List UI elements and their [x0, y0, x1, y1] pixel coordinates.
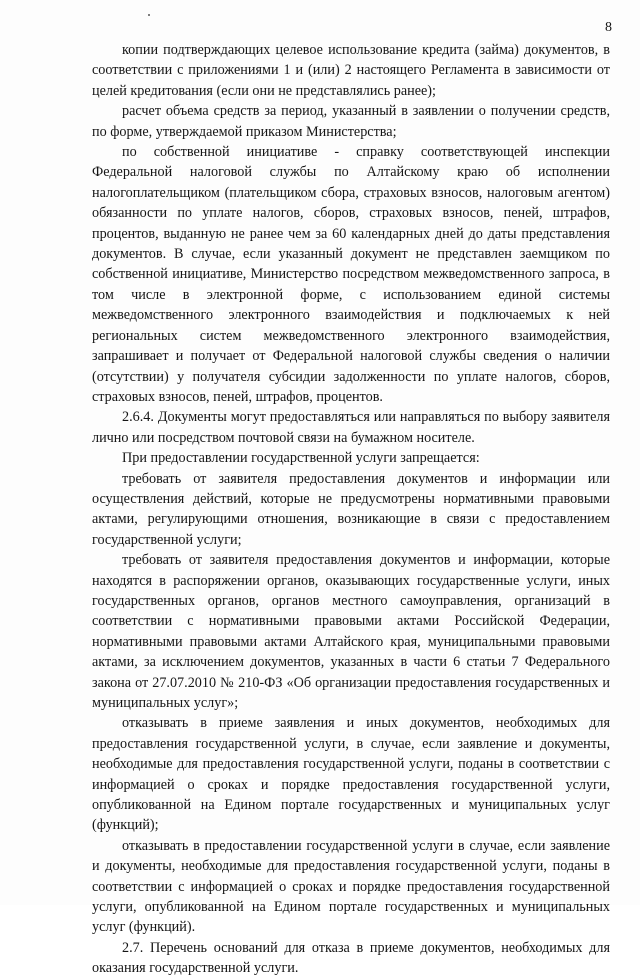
page-number: 8: [605, 20, 612, 35]
paragraph-2-7: 2.7. Перечень оснований для отказа в приеме документов, необходимых для оказания государственной услуги.: [92, 939, 610, 977]
paragraph-prohibition-2: требовать от заявителя предоставления документов и информации, которые находятся в распоряжении органов, оказывающих государственные услуги, иных государственных органов, органов местного самоуправления, организаций в соответствии с нормативными правовыми актами Российской Федерации, нормативными правовыми актами Алтайского края, муниципальными правовыми актами, за исключением документов, указанных в части 6 статьи 7 Федерального закона от 27.07.2010 № 210-ФЗ «Об организации предоставления государственных и муниципальных услуг»;: [92, 552, 610, 711]
paragraph-2-6-4: 2.6.4. Документы могут предоставляться или направляться по выбору заявителя лично или посредством почтовой связи на бумажном носителе.: [92, 409, 610, 446]
paragraph-prohibitions-intro: При предоставлении государственной услуги запрещается:: [122, 450, 480, 467]
document-body: [92, 40, 610, 979]
paragraph-funds-calculation: расчет объема средств за период, указанный в заявлении о получении средств, по форме, утверждаемой приказом Министерства;: [92, 103, 610, 140]
paragraph-prohibition-1: требовать от заявителя предоставления документов и информации или осуществления действий, которые не предусмотрены нормативными правовыми актами, регулирующими отношения, возникающие в связи с предоставлением государственной услуги;: [92, 470, 610, 548]
paragraph-prohibition-3: отказывать в приеме заявления и иных документов, необходимых для предоставления государственной услуги, в случае, если заявление и документы, необходимые для предоставления государственной услуги, поданы в соответствии с информацией о сроках и порядке предоставления государственной услуги, опубликованной на Едином портале государственных и муниципальных услуг (функций);: [92, 715, 610, 834]
paragraph-credit-documents: копии подтверждающих целевое использование кредита (займа) документов, в соответствии с приложениями 1 и (или) 2 настоящего Регламента в зависимости от целей кредитования (если они не представлялись ранее);: [92, 42, 610, 99]
scan-speck: [148, 14, 150, 16]
paragraph-tax-certificate: по собственной инициативе - справку соответствующей инспекции Федеральной налоговой службы по Алтайскому краю об исполнении налогоплательщиком (плательщиком сбора, страховых взносов, налоговым агентом) обязанности по уплате налогов, сборов, страховых взносов, пеней, штрафов, процентов, выданную не ранее чем за 60 календарных дней до даты представления документов. В случае, если указанный документ не представлен заемщиком по собственной инициативе, Министерство посредством межведомственного запроса, в том числе в электронной форме, с использованием единой системы межведомственного электронного взаимодействия и подключаемых к ней региональных систем межведомственного электронного взаимодействия, запрашивает и получает от Федеральной налоговой службы сведения о наличии (отсутствии) у получателя субсидии задолженности по уплате налогов, сборов, страховых взносов, пеней, штрафов, процентов.: [92, 144, 610, 405]
paragraph-prohibition-4: отказывать в предоставлении государственной услуги в случае, если заявление и документы, необходимые для предоставления государственной услуги, поданы в соответствии с информацией о сроках и порядке предоставления государственной услуги, опубликованной на Едином портале государственных и муниципальных услуг (функций).: [92, 837, 610, 936]
